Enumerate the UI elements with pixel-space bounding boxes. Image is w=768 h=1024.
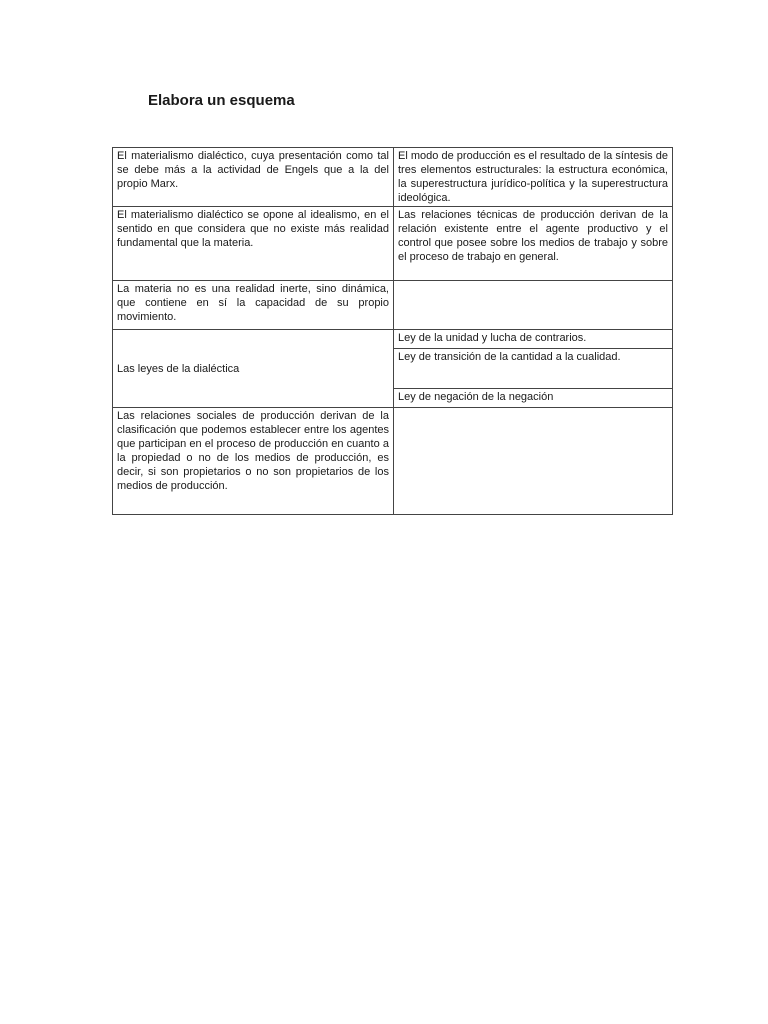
scheme-table: [112, 147, 673, 515]
table-cell-law: Ley de negación de la negación: [394, 389, 673, 408]
table-row: [113, 207, 673, 281]
table-row: [113, 148, 673, 207]
table-cell-law: Ley de la unidad y lucha de contrarios.: [394, 330, 673, 349]
table-cell: El modo de producción es el resultado de la síntesis de tres elementos estructurales: la estructura económica, la superestructura jurídico-política y la superestructura ideológica.: [394, 148, 673, 207]
table-row: [113, 408, 673, 515]
table-cell: Las relaciones técnicas de producción derivan de la relación existente entre el agente productivo y el control que posee sobre los medios de trabajo y sobre el proceso de trabajo en general.: [394, 207, 673, 281]
table-cell: El materialismo dialéctico se opone al idealismo, en el sentido en que considera que no existe más realidad fundamental que la materia.: [113, 207, 394, 281]
table-cell: [394, 281, 673, 330]
table-cell: [394, 408, 673, 515]
table-cell-dialectic-laws: Las leyes de la dialéctica: [113, 330, 394, 408]
table-row: [113, 281, 673, 330]
page-title: Elabora un esquema: [148, 92, 295, 109]
table-cell-law: Ley de transición de la cantidad a la cualidad.: [394, 349, 673, 389]
table-cell: La materia no es una realidad inerte, sino dinámica, que contiene en sí la capacidad de su propio movimiento.: [113, 281, 394, 330]
table-cell: El materialismo dialéctico, cuya presentación como tal se debe más a la actividad de Engels que a la del propio Marx.: [113, 148, 394, 207]
table-cell: Las relaciones sociales de producción derivan de la clasificación que podemos establecer entre los agentes que participan en el proceso de producción en cuanto a la propiedad o no de los medios de producción, es decir, si son propietarios o no son propietarios de los medios de producción.: [113, 408, 394, 515]
table-row: [113, 330, 673, 349]
